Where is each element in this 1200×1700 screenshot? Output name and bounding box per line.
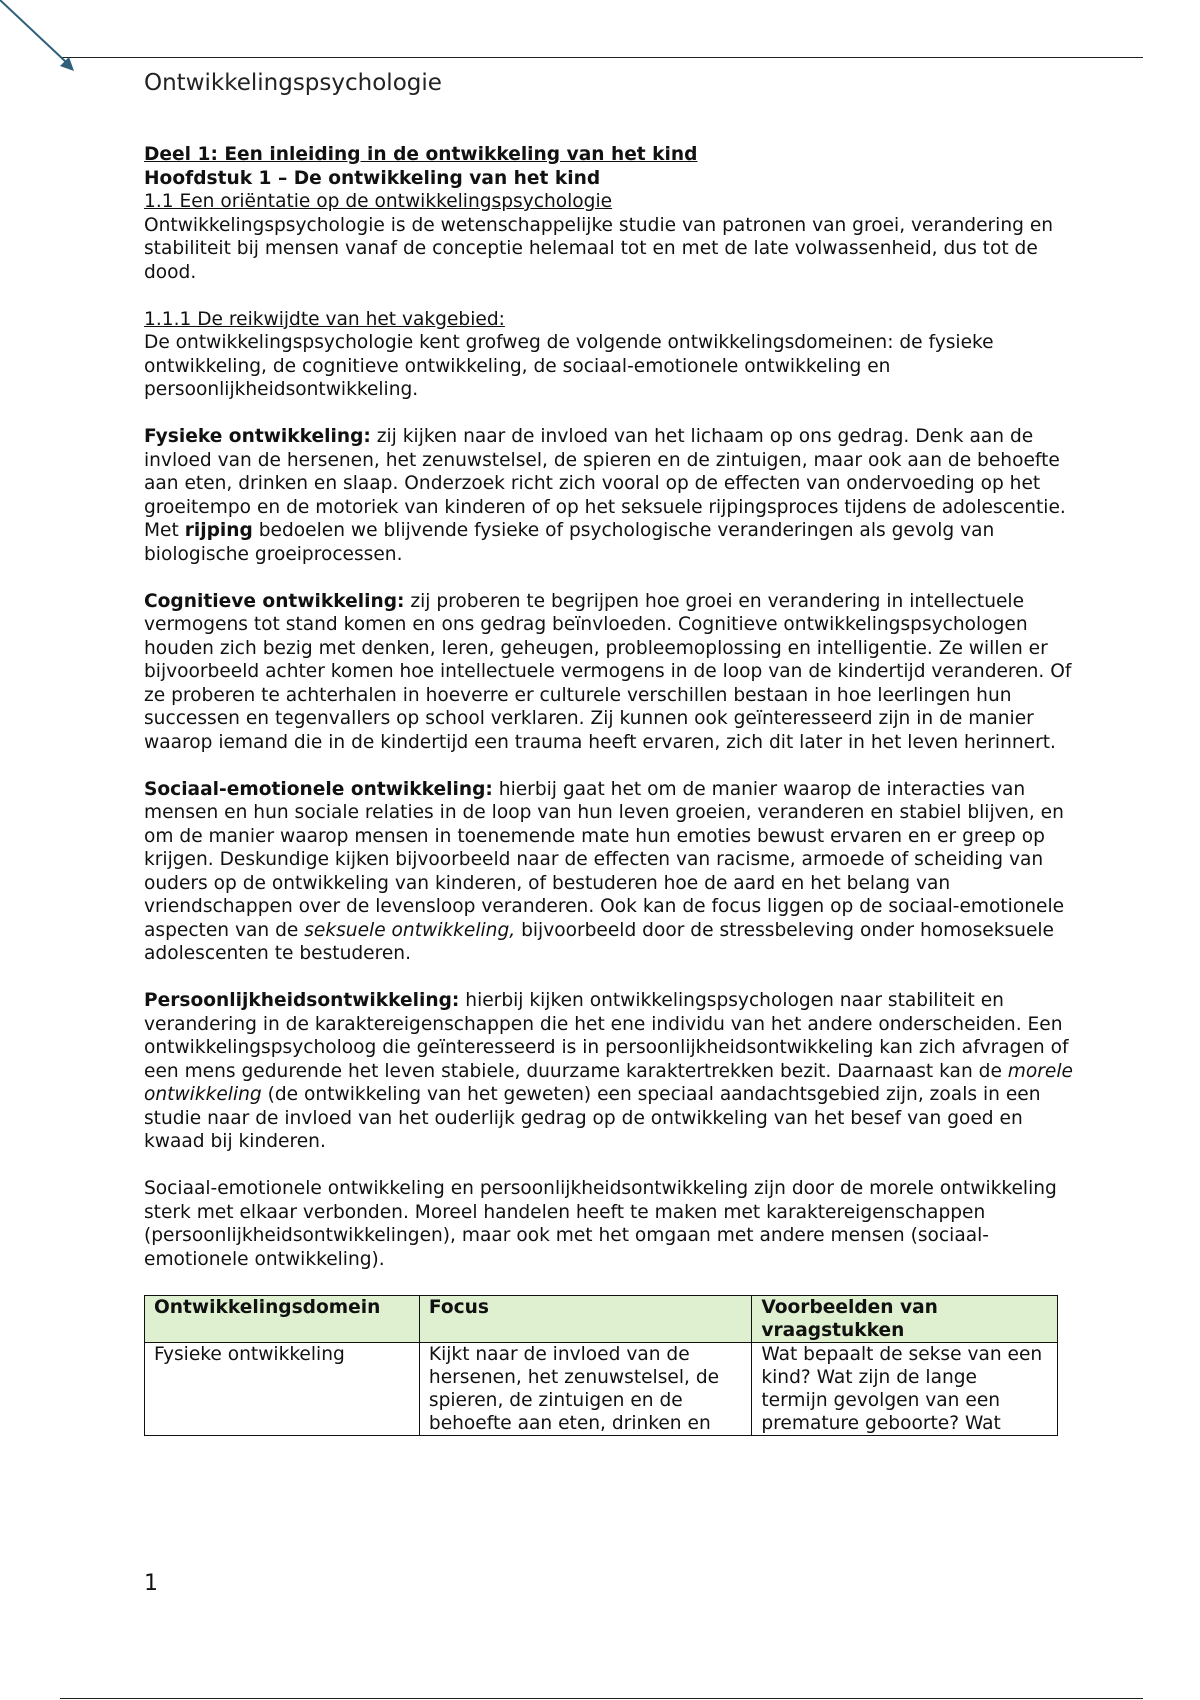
personality-text-a: hierbij kijken ontwikkelingspsychologen naar stabiliteit en verandering in de karaktereigenschappen die het ene individu van het andere onderscheiden. Een ontwikkelingspsycholoog die geïnteresseerd is in persoonlijkheidsontwikkeling kan zich afvragen of een mens gedurende het leven stabiele, duurzame karaktertrekken bezit. Daarnaast kan de <box>144 990 1069 1082</box>
physical-development-paragraph <box>144 425 1079 566</box>
subsection-heading: 1.1.1 De reikwijdte van het vakgebied: <box>144 308 505 330</box>
table-cell: Wat bepaalt de sekse van een kind? Wat zijn de lange termijn gevolgen van een premature geboorte? Wat <box>752 1343 1058 1436</box>
social-italic-term: seksuele ontwikkeling, <box>304 919 516 941</box>
physical-text-a: zij kijken naar de invloed van het lichaam op ons gedrag. Denk aan de invloed van de hersenen, het zenuwstelsel, de spieren en de zintuigen, maar ook aan de behoefte aan eten, drinken en slaap. Onderzoek richt zich vooral op de effecten van ondervoeding op het groeitempo en de motoriek van kinderen of op het seksuele rijpingsproces tijdens de adolescentie. Met <box>144 426 1066 541</box>
document-header-title: Ontwikkelingspsychologie <box>144 70 442 96</box>
header-rule <box>60 57 1143 58</box>
cognitive-text: zij proberen te begrijpen hoe groei en verandering in intellectuele vermogens tot stand komen en ons gedrag beïnvloeden. Cognitieve ontwikkelingspsychologen houden zich bezig met denken, leren, geheugen, probleemoplossing en intelligentie. Ze willen er bijvoorbeeld achter komen hoe intellectuele vermogens in de loop van de kindertijd veranderen. Of ze proberen te achterhalen in hoeverre er culturele verschillen bestaan in hoe leerlingen hun successen en tegenvallers op school verklaren. Zij kunnen ook geïnteresseerd zijn in de manier waarop iemand die in de kindertijd een trauma heeft ervaren, zich dit later in het leven herinnert. <box>144 590 1072 753</box>
intro-paragraph: Ontwikkelingspsychologie is de wetenschappelijke studie van patronen van groei, verandering en stabiliteit bij mensen vanaf de conceptie helemaal tot en met de late volwassenheid, dus tot de dood. <box>144 214 1054 283</box>
social-emotional-paragraph <box>144 778 1079 966</box>
table-cell: Kijkt naar de invloed van de hersenen, het zenuwstelsel, de spieren, de zintuigen en de behoefte aan eten, drinken en <box>419 1343 751 1436</box>
personality-term: Persoonlijkheidsontwikkeling: <box>144 990 460 1011</box>
table-row <box>145 1343 1058 1436</box>
personality-italic-term: morele ontwikkeling <box>144 1060 1073 1105</box>
social-text-b: bijvoorbeeld door de stressbeleving onder homoseksuele adolescenten te bestuderen. <box>144 919 1055 964</box>
corner-arrow-icon <box>0 0 90 90</box>
personality-text-b: (de ontwikkeling van het geweten) een speciaal aandachtsgebied zijn, zoals in een studie naar de invloed van het ouderlijk gedrag op de ontwikkeling van het besef van goed en kwaad bij kinderen. <box>144 1084 1041 1152</box>
social-text-a: hierbij gaat het om de manier waarop de interacties van mensen en hun sociale relaties in de loop van hun leven groeien, veranderen en stabiel blijven, en om de manier waarop mensen in toenemende mate hun emoties bewust ervaren en er greep op krijgen. Deskundige kijken bijvoorbeeld naar de effecten van racisme, armoede of scheiding van ouders op de ontwikkeling van kinderen, of bestuderen hoe de aard en het belang van vriendschappen over de levensloop veranderen. Ook kan de focus liggen op de sociaal-emotionele aspecten van de <box>144 778 1065 941</box>
domains-table <box>144 1295 1058 1436</box>
physical-text-b: bedoelen we blijvende fysieke of psychologische veranderingen als gevolg van biologische groeiprocessen. <box>144 520 995 565</box>
domains-intro-paragraph: De ontwikkelingspsychologie kent grofweg de volgende ontwikkelingsdomeinen: de fysieke ontwikkeling, de cognitieve ontwikkeling, de sociaal-emotionele ontwikkeling en persoonlijkheidsontwikkeling. <box>144 332 994 400</box>
table-header-row <box>145 1296 1058 1343</box>
summary-paragraph: Sociaal-emotionele ontwikkeling en persoonlijkheidsontwikkeling zijn door de morele ontwikkeling sterk met elkaar verbonden. Moreel handelen heeft te maken met karaktereigenschappen (persoonlijkheidsontwikkelingen), maar ook met het omgaan met andere mensen (sociaal-emotionele ontwikkeling). <box>144 1178 1057 1270</box>
social-term: Sociaal-emotionele ontwikkeling: <box>144 778 493 800</box>
cognitive-development-paragraph <box>144 590 1079 755</box>
table-header-focus: Focus <box>419 1296 751 1343</box>
personality-development-paragraph <box>144 989 1079 1154</box>
cognitive-term: Cognitieve ontwikkeling: <box>144 590 405 612</box>
footer-rule <box>60 1698 1143 1699</box>
document-body <box>144 143 1079 1436</box>
page-number: 1 <box>144 1571 158 1596</box>
physical-term: Fysieke ontwikkeling: <box>144 426 371 447</box>
table-header-examples: Voorbeelden van vraagstukken <box>752 1296 1058 1343</box>
section-heading: 1.1 Een oriëntatie op de ontwikkelingspsychologie <box>144 191 613 212</box>
table-cell: Fysieke ontwikkeling <box>145 1343 420 1436</box>
part-heading: Deel 1: Een inleiding in de ontwikkeling van het kind <box>144 144 698 165</box>
table-header-domain: Ontwikkelingsdomein <box>145 1296 420 1343</box>
physical-bold-term: rijping <box>184 520 253 541</box>
chapter-heading: Hoofdstuk 1 – De ontwikkeling van het kind <box>144 167 601 189</box>
